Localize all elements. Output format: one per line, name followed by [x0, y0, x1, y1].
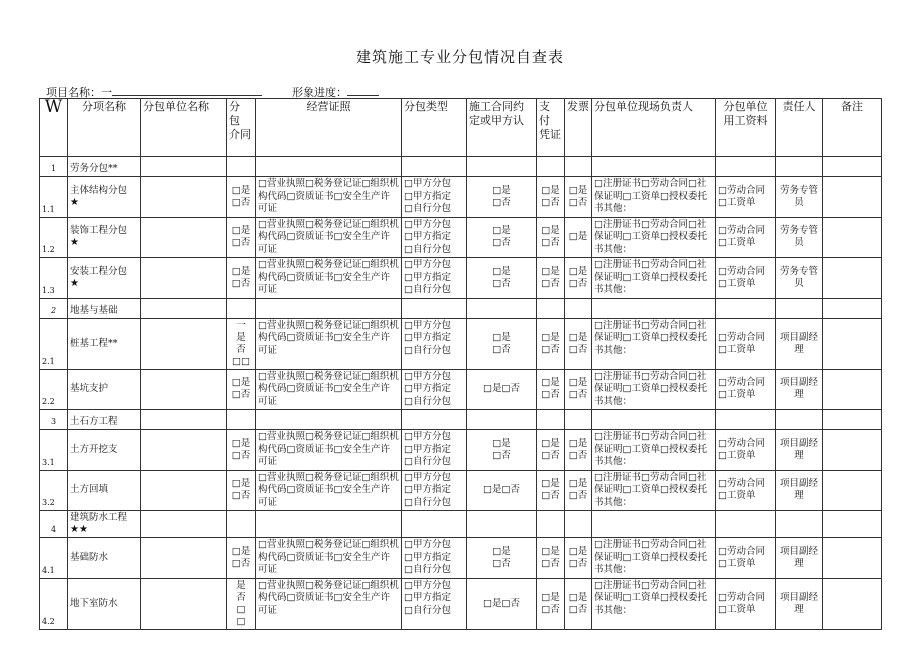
invoice-check[interactable]: □是 □否	[565, 538, 592, 579]
empty-cell	[537, 157, 565, 177]
owner-cell: 项目副经理	[776, 430, 823, 471]
onsite-check[interactable]: □注册证书□劳动合同□社保证明□工资单□授权委托书其他：	[592, 318, 716, 369]
owner-cell: 劳务专管员	[776, 177, 823, 218]
section-name	[68, 298, 141, 318]
owner-cell: 项目副经理	[776, 318, 823, 369]
type-check[interactable]: □甲方分包 □甲方指定 □自行分包	[402, 430, 467, 471]
type-check[interactable]: □甲方分包 □甲方指定 □自行分包	[402, 177, 467, 218]
header-type: 分包类型	[402, 99, 467, 157]
mode-check[interactable]: □是 □否	[227, 217, 256, 258]
section-number: 3	[40, 410, 68, 430]
item-name	[68, 217, 141, 258]
empty-cell	[467, 511, 537, 538]
section-row	[40, 511, 882, 538]
contract-check[interactable]: □是 □否	[467, 318, 537, 369]
section-number: 2	[40, 298, 68, 318]
remark-cell[interactable]	[823, 258, 882, 299]
onsite-check[interactable]: □注册证书□劳动合同□社保证明□工资单□授权委托书其他：	[592, 430, 716, 471]
item-number: 3.1	[40, 430, 68, 471]
remark-cell[interactable]	[823, 470, 882, 511]
empty-cell	[823, 298, 882, 318]
empty-cell	[141, 298, 227, 318]
item-name	[68, 369, 141, 410]
type-check[interactable]: □甲方分包 □甲方指定 □自行分包	[402, 578, 467, 629]
empty-cell	[537, 298, 565, 318]
payment-check[interactable]: □是 □否	[537, 318, 565, 369]
empty-cell	[402, 410, 467, 430]
empty-cell	[592, 157, 716, 177]
labor-check[interactable]: □劳动合同 □工资单	[716, 177, 776, 218]
onsite-check[interactable]: □注册证书□劳动合同□社保证明□工资单□授权委托书其他：	[592, 470, 716, 511]
invoice-check[interactable]: □是 □否	[565, 318, 592, 369]
invoice-check[interactable]: □是	[565, 217, 592, 258]
empty-cell	[256, 157, 402, 177]
empty-cell	[565, 511, 592, 538]
item-name	[68, 318, 141, 369]
license-check[interactable]: □营业执照□税务登记证□组织机构代码□资质证书□安全生产许可证	[256, 430, 402, 471]
empty-cell	[402, 157, 467, 177]
header-item: 分项名称	[68, 99, 141, 157]
license-check[interactable]: □营业执照□税务登记证□组织机构代码□资质证书□安全生产许可证	[256, 578, 402, 629]
mode-check[interactable]: □是 □否	[227, 470, 256, 511]
empty-cell	[537, 511, 565, 538]
labor-check[interactable]: □劳动合同 □工资单	[716, 258, 776, 299]
section-row	[40, 410, 882, 430]
contract-check[interactable]: □是□否	[467, 369, 537, 410]
type-check[interactable]: □甲方分包 □甲方指定 □自行分包	[402, 369, 467, 410]
table-row	[40, 258, 882, 299]
project-name-label: 项目名称：一	[46, 86, 112, 99]
section-name-text: 劳务分包**	[70, 163, 118, 174]
remark-cell[interactable]	[823, 369, 882, 410]
owner-cell: 项目副经理	[776, 369, 823, 410]
license-check[interactable]: □营业执照□税务登记证□组织机构代码□资质证书□安全生产许可证	[256, 217, 402, 258]
table-row	[40, 430, 882, 471]
invoice-check[interactable]: □是 □否	[565, 177, 592, 218]
contract-check[interactable]: □是 □否	[467, 177, 537, 218]
table-row	[40, 578, 882, 629]
empty-cell	[592, 511, 716, 538]
empty-cell	[716, 511, 776, 538]
payment-check[interactable]: □是 □否	[537, 538, 565, 579]
star-rating: ★	[70, 196, 79, 208]
labor-check[interactable]: □劳动合同 □工资单	[716, 470, 776, 511]
mode-check[interactable]: □是 □否	[227, 258, 256, 299]
item-name	[68, 430, 141, 471]
unit-name-cell[interactable]	[141, 538, 227, 579]
empty-cell	[227, 511, 256, 538]
item-name	[68, 470, 141, 511]
labor-check[interactable]: □劳动合同 □工资单	[716, 538, 776, 579]
mode-check[interactable]: 是 否 □ □	[227, 578, 256, 629]
item-name	[68, 538, 141, 579]
item-name-text: 土方开挖支	[70, 443, 118, 455]
star-rating: ★	[70, 277, 79, 289]
labor-check[interactable]: □劳动合同 □工资单	[716, 369, 776, 410]
remark-cell[interactable]	[823, 318, 882, 369]
empty-cell	[402, 298, 467, 318]
item-name-text: 装饰工程分包	[70, 225, 128, 237]
item-number: 3.2	[40, 470, 68, 511]
empty-cell	[592, 410, 716, 430]
section-name	[68, 410, 141, 430]
item-name-text: 主体结构分包	[70, 184, 128, 196]
table-row	[40, 177, 882, 218]
onsite-check[interactable]: □注册证书□劳动合同□社保证明□工资单□授权委托书其他：	[592, 217, 716, 258]
remark-cell[interactable]	[823, 177, 882, 218]
star-rating: ★★	[70, 524, 88, 535]
section-number: 1	[40, 157, 68, 177]
star-rating: ★	[70, 237, 79, 249]
empty-cell	[565, 157, 592, 177]
onsite-check[interactable]: □注册证书□劳动合同□社保证明□工资单□授权委托书其他：	[592, 258, 716, 299]
item-name-text: 土方回填	[70, 484, 109, 496]
labor-check[interactable]: □劳动合同 □工资单	[716, 318, 776, 369]
section-name-text: 土石方工程	[70, 416, 118, 427]
header-invoice: 发票	[565, 99, 592, 157]
item-number: 1.3	[40, 258, 68, 299]
empty-cell	[227, 410, 256, 430]
section-name	[68, 511, 141, 538]
page-title: 建筑施工专业分包情况自查表	[355, 48, 564, 66]
license-check[interactable]: □营业执照□税务登记证□组织机构代码□资质证书□安全生产许可证	[256, 369, 402, 410]
type-check[interactable]: □甲方分包 □甲方指定 □自行分包	[402, 318, 467, 369]
owner-cell: 项目副经理	[776, 578, 823, 629]
header-contract: 施工合同约定或甲方认	[467, 99, 537, 157]
empty-cell	[227, 157, 256, 177]
payment-check[interactable]: □是 □否	[537, 217, 565, 258]
license-check[interactable]: □营业执照□税务登记证□组织机构代码□资质证书□安全生产许可证	[256, 470, 402, 511]
item-name-text: 桩基工程**	[70, 337, 118, 349]
empty-cell	[467, 410, 537, 430]
mode-check[interactable]: □是 □否	[227, 538, 256, 579]
onsite-check[interactable]: □注册证书□劳动合同□社保证明□工资单□授权委托书其他：	[592, 578, 716, 629]
empty-cell	[776, 298, 823, 318]
section-row	[40, 157, 882, 177]
item-number: 4.1	[40, 538, 68, 579]
header-remark: 备注	[823, 99, 882, 157]
onsite-check[interactable]: □注册证书□劳动合同□社保证明□工资单□授权委托书其他：	[592, 177, 716, 218]
labor-check[interactable]: □劳动合同 □工资单	[716, 578, 776, 629]
remark-cell[interactable]	[823, 538, 882, 579]
empty-cell	[592, 298, 716, 318]
mode-check[interactable]: □是 □否	[227, 430, 256, 471]
progress-label: 形象进度：	[292, 86, 347, 99]
type-check[interactable]: □甲方分包 □甲方指定 □自行分包	[402, 217, 467, 258]
payment-check[interactable]: □是 □否	[537, 258, 565, 299]
unit-name-cell[interactable]	[141, 177, 227, 218]
remark-cell[interactable]	[823, 217, 882, 258]
progress-blank[interactable]	[347, 95, 379, 96]
empty-cell	[467, 157, 537, 177]
empty-cell	[565, 410, 592, 430]
empty-cell	[776, 157, 823, 177]
contract-check[interactable]: □是 □否	[467, 217, 537, 258]
empty-cell	[716, 298, 776, 318]
contract-check[interactable]: □是□否	[467, 470, 537, 511]
empty-cell	[716, 157, 776, 177]
empty-cell	[537, 410, 565, 430]
header-w: W	[44, 98, 63, 117]
payment-check[interactable]: □是 □否	[537, 578, 565, 629]
mode-check[interactable]: □是 □否	[227, 177, 256, 218]
labor-check[interactable]: □劳动合同 □工资单	[716, 430, 776, 471]
header-mode: 分 包 介同	[227, 99, 256, 157]
empty-cell	[776, 511, 823, 538]
empty-cell	[823, 410, 882, 430]
license-check[interactable]: □营业执照□税务登记证□组织机构代码□资质证书□安全生产许可证	[256, 538, 402, 579]
owner-cell: 劳务专管贝	[776, 258, 823, 299]
item-name	[68, 258, 141, 299]
item-name	[68, 177, 141, 218]
item-number: 2.1	[40, 318, 68, 369]
unit-name-cell[interactable]	[141, 318, 227, 369]
onsite-check[interactable]: □注册证书□劳动合同□社保证明□工资单□授权委托书其他：	[592, 538, 716, 579]
section-row	[40, 298, 882, 318]
license-check[interactable]: □营业执照□税务登记证□组织机构代码□资质证书□安全生产许可证	[256, 318, 402, 369]
mode-check[interactable]: 一 是 否 □□	[227, 318, 256, 369]
payment-check[interactable]: □是 □否	[537, 470, 565, 511]
unit-name-cell[interactable]	[141, 470, 227, 511]
empty-cell	[141, 157, 227, 177]
header-payment: 支 付 凭证	[537, 99, 565, 157]
empty-cell	[141, 511, 227, 538]
empty-cell	[823, 157, 882, 177]
header-labor: 分包单位 用工资料	[716, 99, 776, 157]
empty-cell	[467, 298, 537, 318]
empty-cell	[227, 298, 256, 318]
contract-check[interactable]: □是 □否	[467, 258, 537, 299]
empty-cell	[716, 410, 776, 430]
payment-check[interactable]: □是 □否	[537, 430, 565, 471]
section-name-text: 建筑防水工程	[70, 512, 128, 523]
owner-cell: 项目副经理	[776, 470, 823, 511]
item-name-text: 基坑支护	[70, 383, 109, 395]
item-number: 1.2	[40, 217, 68, 258]
contract-check[interactable]: □是□否	[467, 578, 537, 629]
onsite-check[interactable]: □注册证书□劳动合同□社保证明□工资单□授权委托书其他：	[592, 369, 716, 410]
table-row	[40, 470, 882, 511]
empty-cell	[402, 511, 467, 538]
empty-cell	[776, 410, 823, 430]
item-name-text: 基础防水	[70, 551, 109, 563]
item-number: 4.2	[40, 578, 68, 629]
empty-cell	[141, 410, 227, 430]
header-owner: 责任人	[776, 99, 823, 157]
type-check[interactable]: □甲方分包 □甲方指定 □自行分包	[402, 538, 467, 579]
owner-cell: 劳务专管员	[776, 217, 823, 258]
type-check[interactable]: □甲方分包 □甲方指定 □自行分包	[402, 470, 467, 511]
payment-check[interactable]: □是 □否	[537, 369, 565, 410]
item-number: 1.1	[40, 177, 68, 218]
unit-name-cell[interactable]	[141, 578, 227, 629]
header-onsite: 分包单位现场负责人	[592, 99, 716, 157]
remark-cell[interactable]	[823, 430, 882, 471]
section-name-text: 地基与基础	[70, 304, 118, 316]
checklist-table	[39, 98, 882, 630]
contract-check[interactable]: □是 □否	[467, 538, 537, 579]
table-row	[40, 318, 882, 369]
license-check[interactable]: □营业执照□税务登记证□组织机构代码□资质证书□安全生产许可证	[256, 258, 402, 299]
invoice-check[interactable]: □是 □否	[565, 258, 592, 299]
invoice-check[interactable]: □是 □否	[565, 470, 592, 511]
header-row	[40, 99, 882, 157]
section-name	[68, 157, 141, 177]
type-check[interactable]: □甲方分包 □甲方指定 □自行分包	[402, 258, 467, 299]
item-name	[68, 578, 141, 629]
unit-name-cell[interactable]	[141, 258, 227, 299]
license-check[interactable]: □营业执照□税务登记证□组织机构代码□资质证书□安全生产许可证	[256, 177, 402, 218]
mode-check[interactable]: □是 □否	[227, 369, 256, 410]
contract-check[interactable]: □是 □否	[467, 430, 537, 471]
empty-cell	[256, 410, 402, 430]
header-unit: 分包单位名称	[141, 99, 227, 157]
remark-cell[interactable]	[823, 578, 882, 629]
unit-name-cell[interactable]	[141, 369, 227, 410]
item-number: 2.2	[40, 369, 68, 410]
empty-cell	[256, 511, 402, 538]
item-name-text: 地下室防水	[70, 597, 118, 609]
table-row	[40, 217, 882, 258]
invoice-check[interactable]: □是 □否	[565, 430, 592, 471]
payment-check[interactable]: □是 □否	[537, 177, 565, 218]
header-license: 经营证照	[256, 99, 402, 157]
invoice-check[interactable]: □是 □否	[565, 369, 592, 410]
table-row	[40, 369, 882, 410]
section-number: 4	[40, 511, 68, 538]
owner-cell: 项目副经理	[776, 538, 823, 579]
unit-name-cell[interactable]	[141, 430, 227, 471]
labor-check[interactable]: □劳动合同 □工资单	[716, 217, 776, 258]
item-name-text: 安装工程分包	[70, 265, 128, 277]
empty-cell	[256, 298, 402, 318]
empty-cell	[823, 511, 882, 538]
empty-cell	[565, 298, 592, 318]
project-name-blank[interactable]	[112, 95, 262, 96]
table-row	[40, 538, 882, 579]
unit-name-cell[interactable]	[141, 217, 227, 258]
invoice-check[interactable]: □是 □否	[565, 578, 592, 629]
